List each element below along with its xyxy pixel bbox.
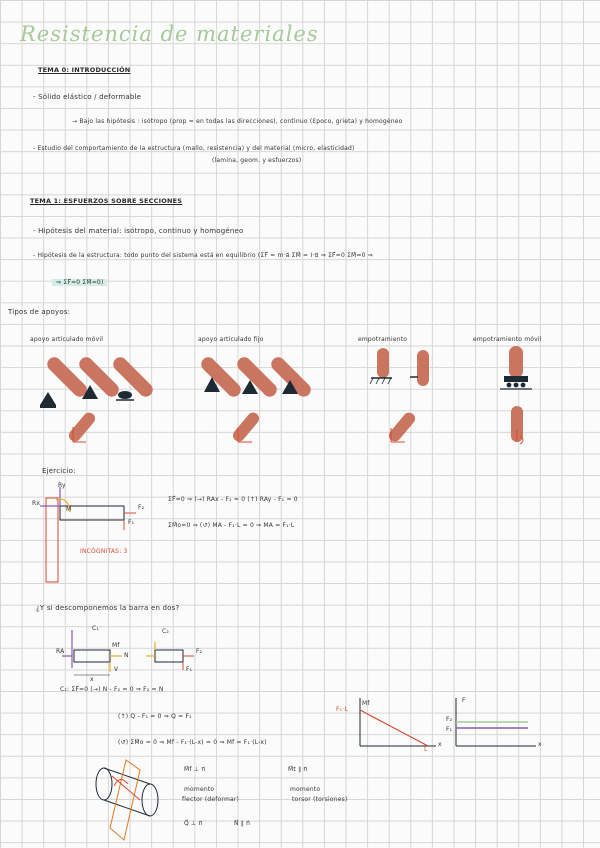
- graph1-x-label: x: [438, 741, 442, 748]
- moment-torsor-a: M⃗t ∥ n⃗: [288, 766, 308, 773]
- cut-eq3: (↺) ΣM⃗o = 0 ⇒ Mf - F₁·(L-x) = 0 ⇒ Mf = F₁·(L-x): [118, 739, 267, 746]
- cut-label-f1: F₁: [186, 666, 193, 673]
- moment-flector-b: momento: [184, 786, 215, 793]
- tema1-line1: - Hipótesis del material: isótropo, continuo y homogéneo: [33, 227, 244, 235]
- cut-label-f2: F₂: [196, 648, 203, 655]
- cut-eq2: (↑) Q - F₁ = 0 ⇒ Q = F₁: [118, 713, 192, 720]
- exercise-red-note: INCÓGNITAS: 3: [80, 548, 128, 555]
- cut-label-c1: C₁: [92, 625, 99, 632]
- cut-label-mf: Mf: [112, 642, 120, 649]
- supports-heading: Tipos de apoyos:: [8, 308, 71, 316]
- moment-flector-a: M⃗f ⊥ n⃗: [184, 766, 206, 773]
- exercise-label-f2: F₂: [138, 504, 145, 511]
- support-label-3: empotramiento: [358, 336, 408, 343]
- graph1-top-value: F₁·L: [336, 706, 348, 713]
- graph2-x-label: x: [538, 741, 542, 748]
- support-label-2: apoyo articulado fijo: [198, 336, 264, 343]
- exercise-label-m: M: [66, 506, 72, 513]
- cut-label-n: N: [124, 652, 129, 659]
- support-label-4: empotramiento móvil: [473, 336, 542, 343]
- exercise-eq1: ΣF⃗=0 ⇒ (→) RAx - F₂ = 0 (↑) RAy - F₁ = 0: [168, 496, 298, 503]
- exercise-label-rx: Rx: [32, 500, 41, 507]
- graph1-y-label: Mf: [362, 700, 370, 707]
- support-label-1: apoyo articulado móvil: [30, 336, 104, 343]
- graph1-end-value: L: [424, 746, 428, 753]
- cut-label-x: x: [90, 676, 94, 683]
- cut-label-ra: RA: [56, 648, 65, 655]
- shear-relation: Q⃗ ⊥ n⃗: [184, 820, 203, 827]
- tema1-line3: ⇒ ΣF⃗=0 ΣM⃗=0): [52, 279, 107, 286]
- cut-question: ¿Y si descomponemos la barra en dos?: [36, 604, 180, 612]
- exercise-eq2: ΣM⃗o=0 ⇒ (↺) MA - F₁·L = 0 ⇒ MA = F₁·L: [168, 522, 295, 529]
- page-title: Resistencia de materiales: [20, 22, 319, 46]
- cut-label-c2: C₂: [162, 628, 169, 635]
- exercise-label-ry: Ry: [58, 482, 66, 489]
- graph2-y-label: F: [462, 697, 466, 704]
- exercise-heading: Ejercicio:: [42, 467, 76, 475]
- tema1-line2: - Hipótesis de la estructura: todo punto del sistema está en equilibrio (ΣF⃗ = m·a⃗ ΣM⃗ = I·α⃗ ⇒ ΣF⃗=0 ΣM⃗=0 ⇒: [33, 252, 374, 259]
- moment-flector-c: flector (deformar): [182, 796, 240, 803]
- tema0-line4: (lamina, geom. y esfuerzos): [212, 157, 302, 164]
- tema0-line2: → Bajo las hipótesis : isótropo (prop = en todas las direcciones), continuo (ℇpoco, grieta) y homogéneo: [72, 118, 403, 125]
- tema0-line1: - Sólido elástico / deformable: [33, 93, 142, 101]
- cut-eq1: C₂: ΣF⃗=0 (→) N - F₂ = 0 ⇒ F₂ = N: [60, 686, 164, 693]
- normal-relation: N⃗ ∥ n⃗: [234, 820, 251, 827]
- tema1-heading: TEMA 1: ESFUERZOS SOBRE SECCIONES: [30, 197, 183, 205]
- exercise-label-f1: F₁: [128, 519, 135, 526]
- moment-torsor-b: momento: [290, 786, 321, 793]
- graph2-value1: F₂: [446, 716, 453, 723]
- graph2-value2: F₁: [446, 726, 453, 733]
- tema0-line3: - Estudio del comportamiento de la estructura (mallo, resistencia) y del material (micro, elasticidad): [33, 145, 355, 152]
- tema0-heading: TEMA 0: INTRODUCCIÓN: [38, 66, 131, 74]
- cut-label-v: V: [114, 666, 119, 673]
- moment-torsor-c: torsor (torsiones): [292, 796, 348, 803]
